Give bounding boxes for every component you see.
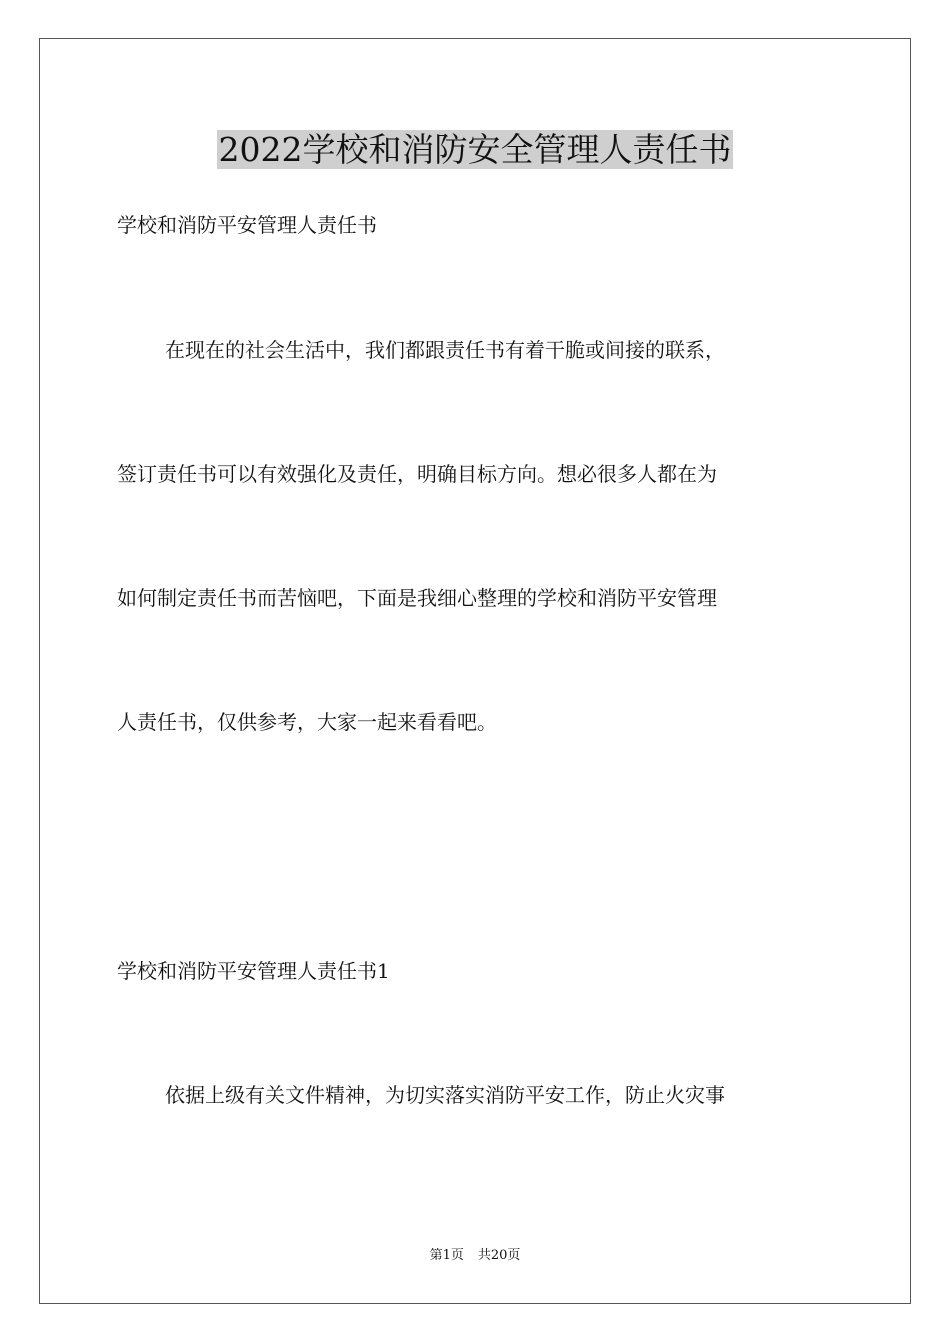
page-total: 共20页	[477, 1248, 521, 1263]
document-title-text: 2022学校和消防安全管理人责任书	[218, 130, 732, 169]
paragraph-line: 在现在的社会生活中，我们都跟责任书有着干脆或间接的联系，	[165, 338, 725, 362]
paragraph-line: 依据上级有关文件精神，为切实落实消防平安工作，防止火灾事	[165, 1083, 725, 1107]
paragraph-line: 如何制定责任书而苦恼吧，下面是我细心整理的学校和消防平安管理	[117, 586, 717, 610]
page-footer	[0, 1247, 950, 1265]
paragraph-line: 人责任书，仅供参考，大家一起来看看吧。	[117, 710, 497, 734]
section-heading: 学校和消防平安管理人责任书	[117, 213, 377, 237]
page-number: 第1页	[429, 1248, 464, 1263]
document-title	[0, 128, 950, 172]
section-heading: 学校和消防平安管理人责任书1	[117, 959, 390, 983]
paragraph-line: 签订责任书可以有效强化及责任，明确目标方向。想必很多人都在为	[117, 462, 717, 486]
